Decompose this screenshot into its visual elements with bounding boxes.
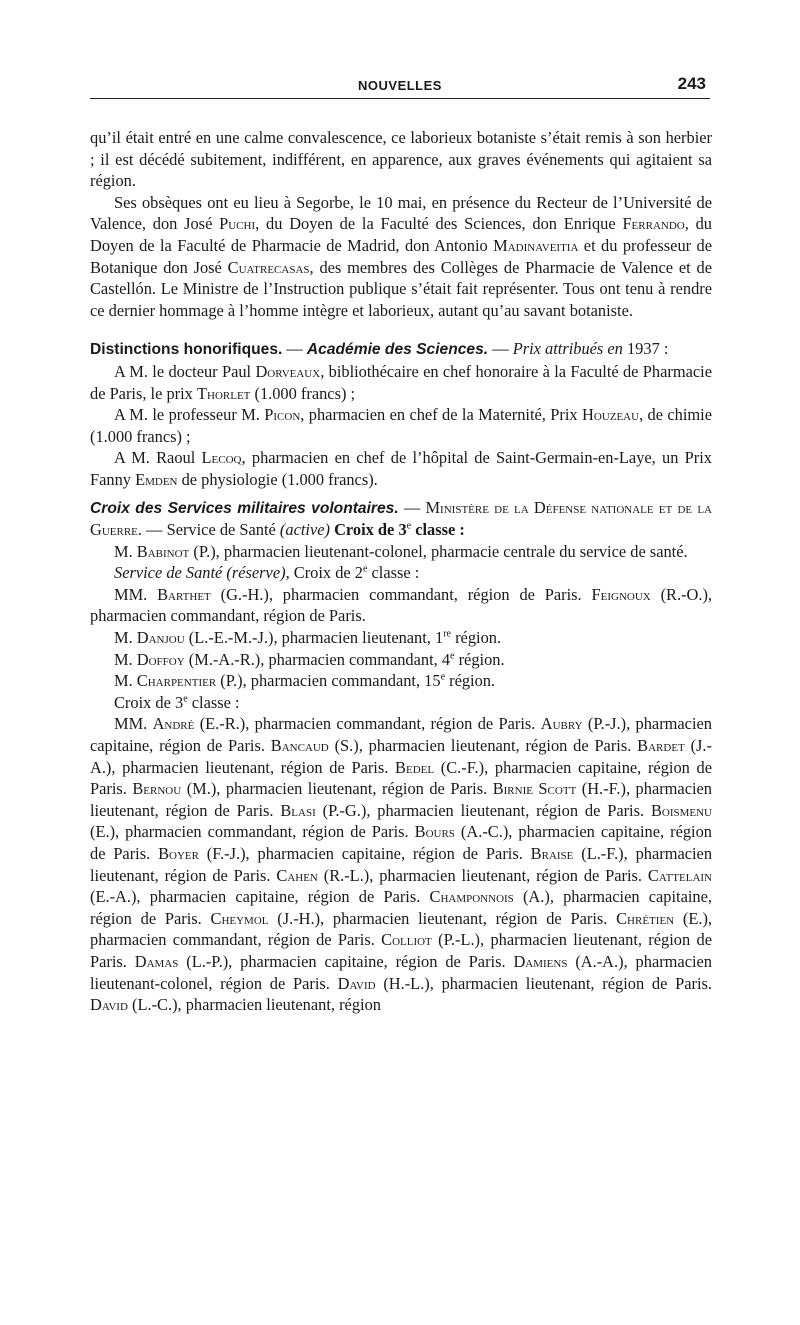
superscript: e: [183, 693, 188, 705]
person-name: Birnie Scott: [492, 779, 577, 799]
text-run: (C.-F.), pharmacien capitaine, région de Paris.: [90, 757, 712, 799]
section-subtitle: Académie des Sciences.: [306, 341, 489, 359]
text-run: , du Doyen de la Faculté des Sciences, don Enrique: [255, 214, 623, 234]
superscript: e: [450, 650, 455, 662]
text-run: , de chimie (1.000 francs) ;: [90, 405, 712, 446]
text-run: région.: [445, 671, 496, 691]
text-run: , des membres des Collèges de Pharmacie de Valence et de Castellón. Le Ministre de l’Instruction publique s’était fait représenter. Tous ont tenu à rendre ce dernier hommage à l’homme intègre et laborieux, autant qu’au savant botaniste.: [90, 257, 712, 320]
person-name: Doffoy: [136, 649, 185, 669]
person-name: Chrétien: [616, 908, 675, 928]
text-run: Croix de 3: [114, 692, 184, 712]
person-name: Cattelain: [647, 865, 712, 885]
text-run: —: [488, 339, 513, 359]
person-name: Blasi: [280, 800, 316, 820]
text-run: (L.-P.), pharmacien capitaine, région de Paris.: [178, 951, 514, 971]
section-gap: [90, 321, 712, 338]
person-name: Picon: [264, 405, 301, 425]
text-run: M.: [114, 628, 137, 648]
text-run: (A.), pharmacien capitaine, région de Paris.: [90, 887, 712, 928]
text-run: —: [398, 497, 426, 517]
prize-name: Houzeau: [582, 405, 640, 425]
text-run: attribués en: [545, 339, 623, 359]
text-run: Service de Santé: [114, 563, 227, 583]
prize-name: Emden: [135, 469, 178, 489]
person-name: Damiens: [513, 951, 568, 971]
text-run: qu’il était entré en une calme convalescence, ce laborieux botaniste s’était remis à son herbier ; il est décédé subitement, indifférent, en apparence, aux graves événements qui agitaient sa région.: [90, 128, 712, 191]
decoration-entry: [90, 670, 712, 692]
distinctions-heading: [90, 338, 712, 361]
text-run: (P.), pharmacien lieutenant-colonel, pharmacie centrale du service de santé.: [189, 541, 688, 561]
text-run: (L.-C.), pharmacien lieutenant, région: [127, 995, 381, 1015]
text-run: (F.-J.), pharmacien capitaine, région de Paris.: [198, 844, 531, 863]
obituary-paragraph-1: [90, 127, 712, 192]
text-run: (P.), pharmacien commandant, 15: [216, 671, 441, 691]
text-run: , Croix de 2: [285, 563, 363, 583]
text-run: , bibliothécaire en chef honoraire à la Faculté de Pharmacie de Paris, le prix: [90, 361, 712, 403]
text-run: (M.), pharmacien lieutenant, région de Paris.: [181, 779, 493, 799]
person-name: Babinot: [136, 541, 190, 561]
text-run: MM.: [114, 584, 158, 604]
text-run: Prix: [512, 339, 541, 359]
text-run: classe :: [411, 520, 465, 540]
text-run: MM.: [114, 714, 153, 734]
person-name: Barthet: [157, 584, 211, 604]
text-run: (H.-F.), pharmacien lieutenant, région de Paris.: [90, 779, 713, 820]
text-run: A M. Raoul: [114, 448, 202, 468]
text-run: A M. le docteur Paul: [114, 361, 256, 381]
superscript: e: [362, 563, 368, 575]
text-run: Croix de: [329, 520, 395, 540]
superscript: e: [406, 520, 412, 532]
text-run: , pharmacien en chef de l’hôpital de Saint-Germain-en-Laye, un Prix Fanny: [90, 448, 712, 489]
page-header: [90, 74, 710, 99]
person-name: Damas: [134, 951, 179, 971]
text-run: (1.000 francs) ;: [250, 383, 356, 403]
decoration-list: [90, 713, 712, 1015]
reserve-subheading: [90, 562, 712, 584]
text-run: M.: [114, 541, 137, 561]
person-name: Bedel: [395, 757, 435, 777]
person-name: Bardet: [637, 736, 685, 756]
decoration-entry: [90, 627, 712, 649]
person-name: David: [337, 973, 376, 993]
decoration-entry: [90, 649, 712, 671]
person-name: Bernou: [132, 779, 182, 799]
text-run: (A.-A.), pharmacien lieutenant-colonel, région de Paris.: [90, 951, 712, 993]
person-name: Colliot: [381, 930, 432, 950]
text-run: (L.-E.-M.-J.), pharmacien lieutenant, 1: [184, 628, 444, 648]
person-name: Champonnois: [429, 887, 514, 907]
person-name: Cahen: [276, 865, 318, 885]
person-name: David: [90, 995, 128, 1015]
person-name: Aubry: [540, 714, 583, 734]
section-title: Distinctions honorifiques.: [90, 341, 283, 359]
page-number: 243: [677, 74, 706, 93]
text-run: (P.-G.), pharmacien lieutenant, région de Paris.: [315, 800, 651, 820]
text-run: A M. le professeur M.: [114, 405, 265, 425]
person-name: Braise: [530, 844, 574, 863]
croix-heading: [90, 497, 712, 541]
person-name: Bancaud: [270, 736, 329, 756]
prize-entry: [90, 447, 712, 490]
text-run: —: [282, 339, 307, 359]
text-run: (E.), pharmacien commandant, région de Paris.: [90, 822, 415, 842]
prize-entry: [90, 361, 712, 404]
text-run: (A.-C.), pharmacien capitaine, région de Paris.: [90, 822, 712, 863]
person-name: Boyer: [158, 844, 199, 863]
person-name: Madinaveitia: [493, 235, 579, 255]
croix-3-subheading: [90, 692, 712, 714]
text-run: 3: [398, 520, 407, 540]
text-run: région.: [454, 649, 505, 669]
obituary-paragraph-2: [90, 192, 712, 322]
section-title: Croix des Services militaires volontaires.: [90, 499, 399, 517]
text-run: (R.-L.), pharmacien lieutenant, région de Paris.: [317, 865, 648, 885]
text-run: (E.-A.), pharmacien capitaine, région de Paris.: [90, 887, 430, 907]
person-name: Bours: [414, 822, 455, 842]
text-run: (P.-J.), pharmacien capitaine, région de Paris.: [90, 714, 712, 756]
text-run: classe :: [367, 563, 420, 583]
text-run: M.: [114, 671, 137, 691]
text-run: (réserve): [226, 563, 286, 583]
decoration-entry: [90, 541, 712, 563]
person-name: Boismenu: [650, 800, 712, 820]
text-run: , du Doyen de la Faculté de Pharmacie de Madrid, don Antonio: [90, 214, 713, 255]
text-run: , pharmacien en chef de la Maternité, Prix: [300, 405, 582, 425]
text-run: — Service de Santé: [142, 520, 280, 540]
text-run: classe :: [187, 692, 240, 712]
text-run: (H.-L.), pharmacien lieutenant, région de Paris.: [375, 973, 712, 993]
text-run: (P.-L.), pharmacien lieutenant, région de Paris.: [90, 930, 712, 971]
superscript: e: [440, 671, 446, 683]
text-run: 1937 :: [622, 339, 669, 359]
running-head: NOUVELLES: [358, 78, 442, 93]
person-name: Puchi: [219, 214, 256, 234]
prize-name: Thorlet: [196, 383, 251, 403]
text-run: (G.-H.), pharmacien commandant, région de Paris.: [210, 584, 592, 604]
text-run: (J.-A.), pharmacien lieutenant, région de Paris.: [90, 736, 712, 777]
person-name: Danjou: [136, 628, 185, 648]
person-name: Charpentier: [136, 671, 217, 691]
text-run: (R.-O.), pharmacien commandant, région de Paris.: [90, 584, 713, 626]
text-run: et du professeur de Botanique don José: [90, 235, 712, 277]
prize-entry: [90, 404, 712, 447]
text-run: (E.-R.), pharmacien commandant, région de Paris.: [194, 714, 541, 734]
person-name: Cuatrecasas: [227, 257, 310, 277]
text-run: Ses obsèques ont eu lieu à Segorbe, le 10 mai, en présence du Recteur de l’Université de Valence, don José: [90, 192, 712, 234]
person-name: Ferrando: [622, 214, 685, 234]
person-name: Dorveaux: [255, 361, 321, 381]
article-body: [90, 127, 712, 1016]
person-name: André: [152, 714, 195, 734]
decoration-entry: [90, 584, 712, 627]
person-name: Feignoux: [591, 584, 651, 604]
text-run: (S.), pharmacien lieutenant, région de Paris.: [328, 736, 638, 756]
text-run: de physiologie (1.000 francs).: [177, 469, 378, 489]
text-run: M.: [114, 649, 137, 669]
text-run: (active): [279, 520, 330, 540]
person-name: Lecoq: [201, 448, 242, 468]
ministry-name: Ministère de la Défense nationale et de la Guerre.: [90, 497, 712, 540]
person-name: Cheymol: [210, 908, 269, 928]
text-run: (M.-A.-R.), pharmacien commandant, 4: [184, 649, 451, 669]
text-run: (E.), pharmacien commandant, région de Paris.: [90, 908, 712, 950]
text-run: région.: [450, 628, 502, 648]
superscript: re: [443, 628, 451, 640]
text-run: (J.-H.), pharmacien lieutenant, région de Paris.: [268, 908, 617, 928]
text-run: (L.-F.), pharmacien lieutenant, région de Paris.: [90, 844, 713, 885]
